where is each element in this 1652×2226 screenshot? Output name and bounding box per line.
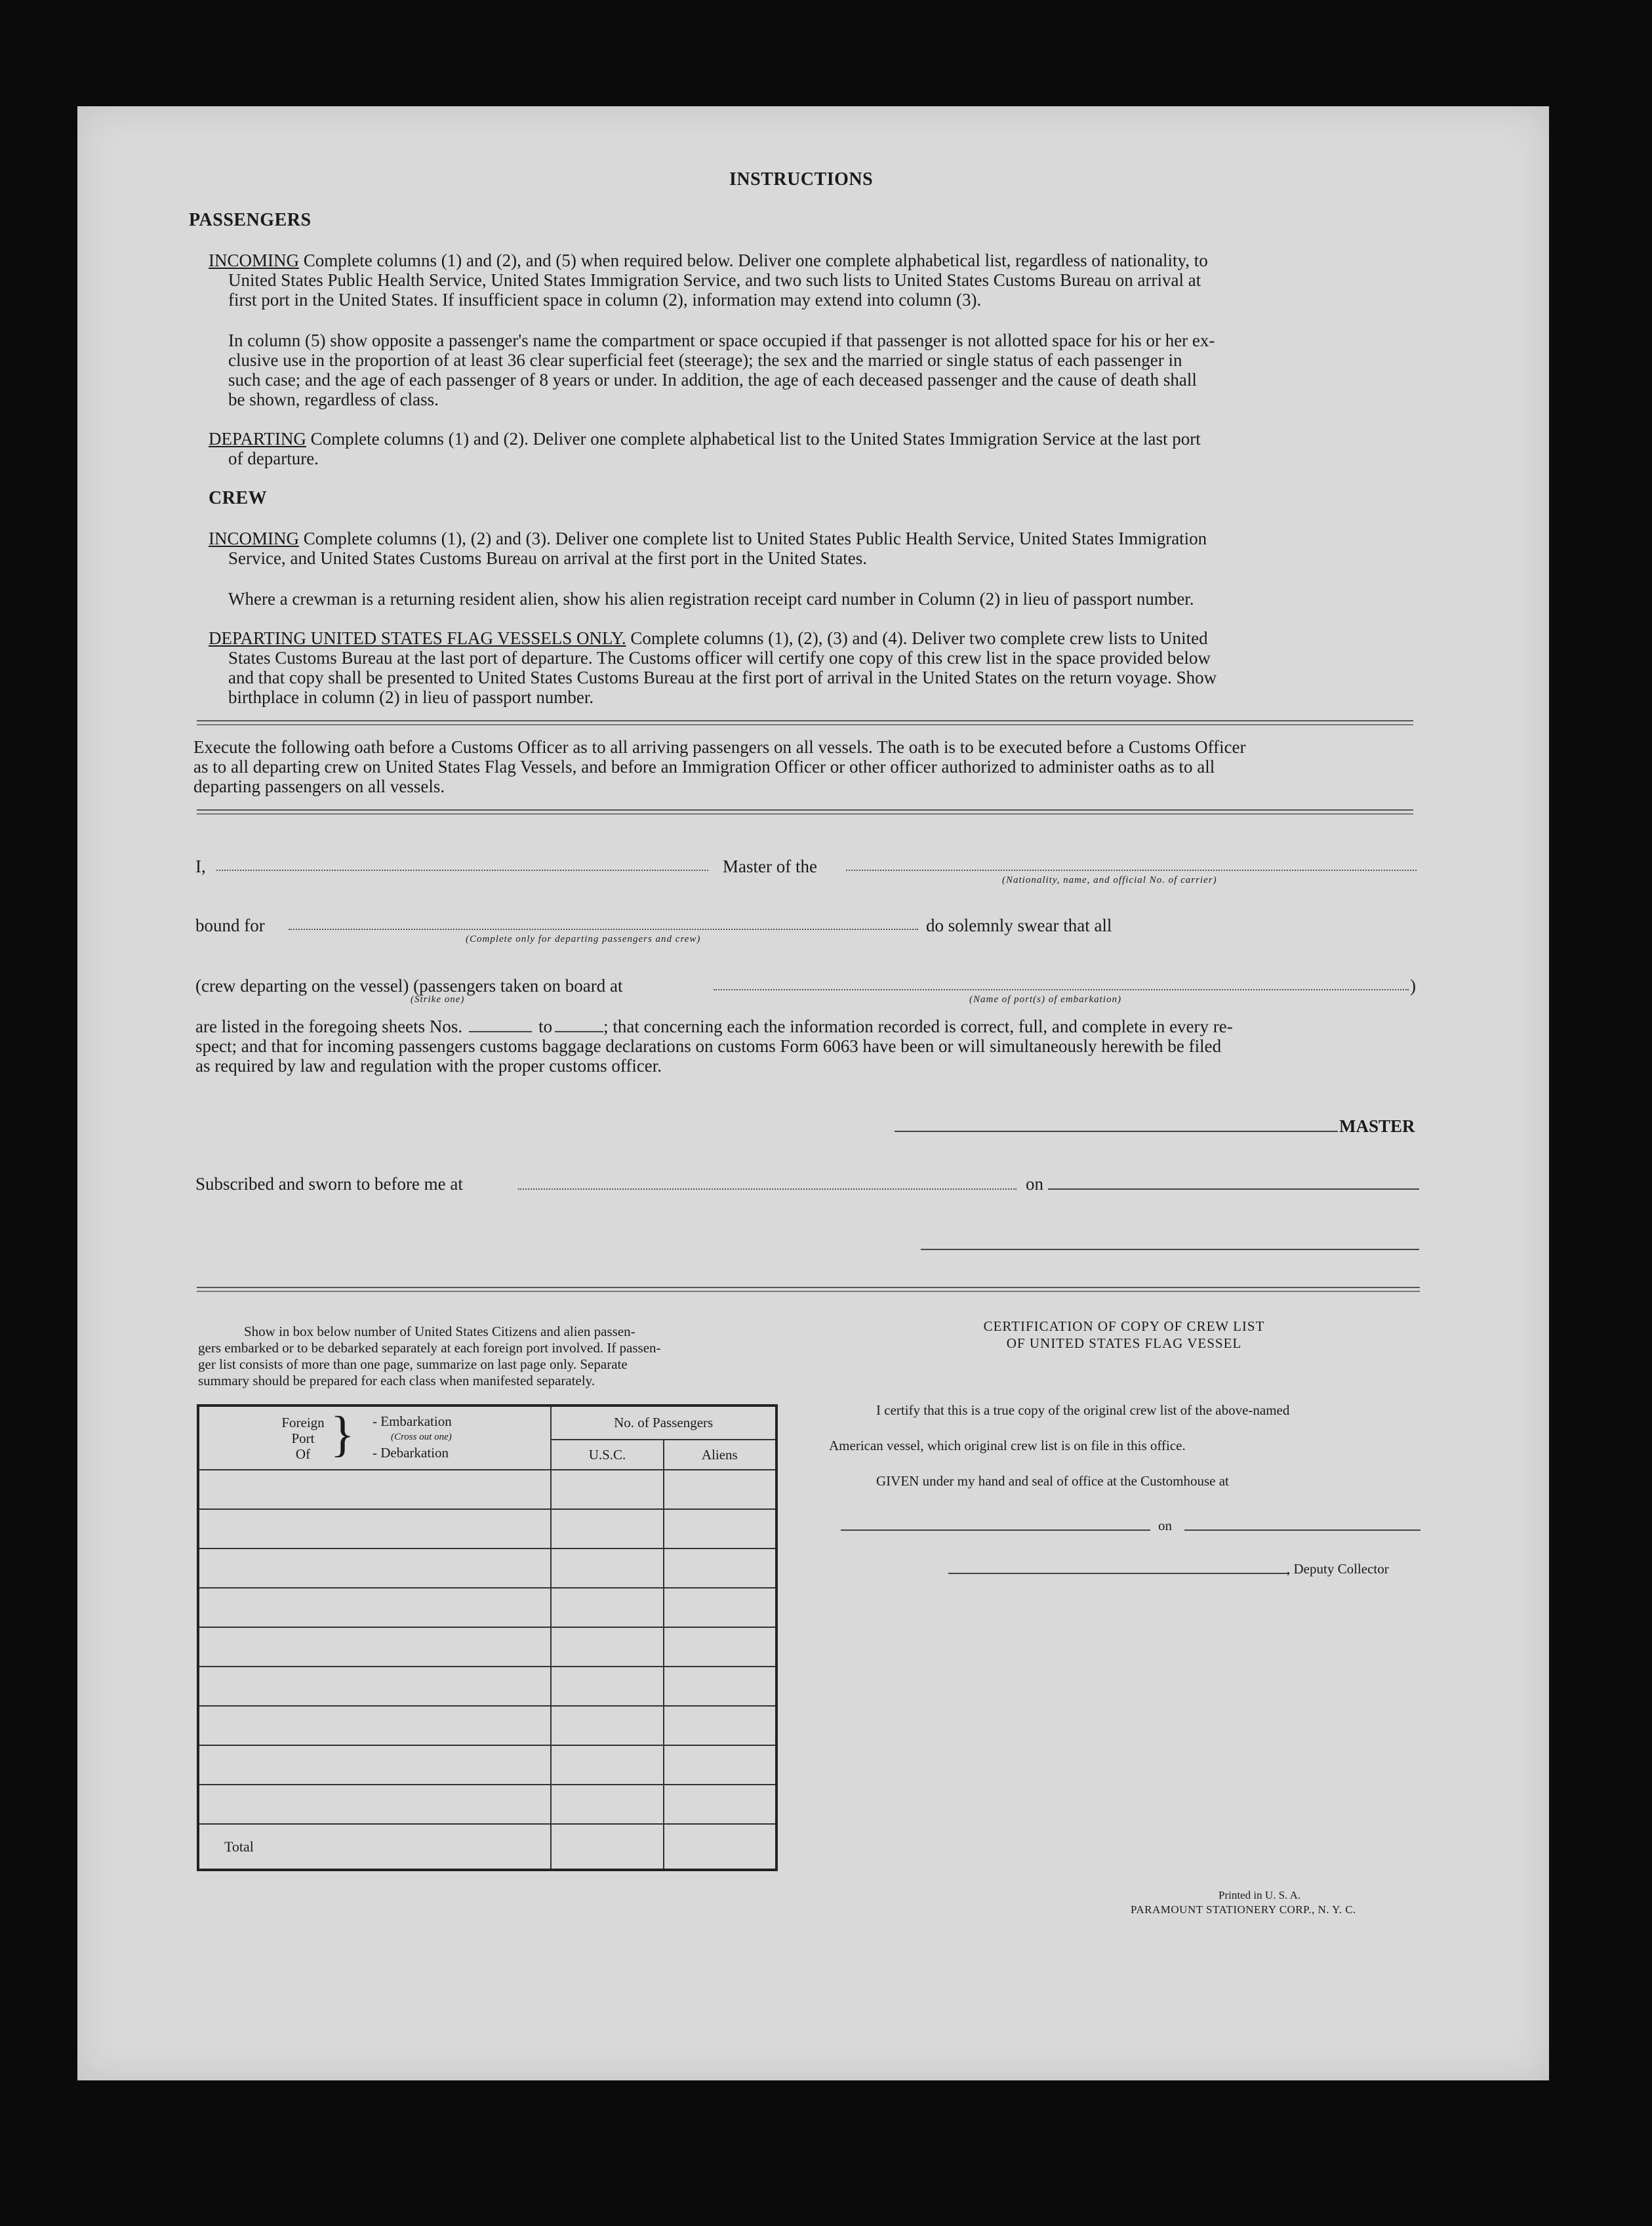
port-cell[interactable] <box>198 1627 551 1667</box>
column5-line3: such case; and the age of each passenger of 8 years or under. In addition, the age of each deceased passenger and the cause of death shall <box>228 370 1197 390</box>
divider <box>197 809 1413 815</box>
crew-departing-line1: DEPARTING UNITED STATES FLAG VESSELS ONLY. Complete columns (1), (2), (3) and (4). Deliver two complete crew lists to United <box>209 628 1208 648</box>
deputy-collector-label: , Deputy Collector <box>1287 1561 1389 1577</box>
aliens-cell[interactable] <box>664 1627 776 1667</box>
usc-cell[interactable] <box>551 1588 663 1627</box>
port-cell[interactable] <box>198 1785 551 1824</box>
ports-caption: (Name of port(s) of embarkation) <box>969 994 1121 1005</box>
usc-cell[interactable] <box>551 1745 663 1785</box>
carrier-blank[interactable] <box>846 870 1417 871</box>
instructions-title: INSTRUCTIONS <box>729 169 874 190</box>
port-cell[interactable] <box>198 1470 551 1509</box>
resident-alien-note: Where a crewman is a returning resident alien, show his alien registration receipt card number in Column (2) in lieu of passport number. <box>228 589 1194 609</box>
passengers-incoming-label: INCOMING <box>209 251 299 270</box>
passengers-incoming-line2: United States Public Health Service, United States Immigration Service, and two such lists to United States Customs Bureau on arrival at <box>228 270 1201 290</box>
usc-cell[interactable] <box>551 1667 663 1706</box>
subscribed-label: Subscribed and sworn to before me at <box>195 1174 463 1194</box>
port-cell[interactable] <box>198 1548 551 1588</box>
divider <box>197 1287 1420 1292</box>
certification-title-1: CERTIFICATION OF COPY OF CREW LIST <box>983 1318 1265 1334</box>
sheet-from-blank[interactable] <box>469 1031 532 1032</box>
embark-debark-options: - Embarkation (Cross out one) - Debarkation <box>373 1413 452 1461</box>
port-cell[interactable] <box>198 1667 551 1706</box>
oath-intro-line1: Execute the following oath before a Customs Officer as to all arriving passengers on all vessels. The oath is to be executed before a Customs Officer <box>193 737 1246 757</box>
aliens-cell[interactable] <box>664 1470 776 1509</box>
crew-incoming-line1: INCOMING Complete columns (1), (2) and (3). Deliver one complete list to United States Public Health Service, United States Immigration <box>209 529 1207 548</box>
usc-cell[interactable] <box>551 1548 663 1588</box>
officer-signature-line[interactable] <box>921 1249 1419 1250</box>
certification-date-blank[interactable] <box>1184 1529 1420 1531</box>
aliens-cell[interactable] <box>664 1548 776 1588</box>
deputy-signature-line[interactable] <box>948 1573 1289 1574</box>
port-header-cell <box>198 1406 551 1470</box>
customhouse-blank[interactable] <box>841 1529 1150 1531</box>
carrier-caption: (Nationality, name, and official No. of carrier) <box>1002 875 1217 885</box>
certification-on-label: on <box>1158 1518 1172 1533</box>
usc-cell[interactable] <box>551 1785 663 1824</box>
solemnly-swear: do solemnly swear that all <box>926 916 1112 935</box>
strike-one-caption: (Strike one) <box>411 994 465 1005</box>
passengers-departing-line1: DEPARTING Complete columns (1) and (2). Deliver one complete alphabetical list to the United States Immigration Service at the last port <box>209 429 1201 449</box>
passenger-summary-table <box>197 1404 778 1871</box>
divider <box>197 720 1413 725</box>
aliens-header: Aliens <box>664 1440 776 1470</box>
brace-glyph: } <box>331 1407 355 1462</box>
embarkation-ports-blank[interactable] <box>714 989 1409 990</box>
summary-line2: gers embarked or to be debarked separately at each foreign port involved. If passen- <box>198 1340 661 1356</box>
foreign-port-of: Foreign Port Of <box>281 1415 325 1462</box>
no-of-passengers-header: No. of Passengers <box>551 1406 776 1440</box>
master-of-the-label: Master of the <box>723 857 817 876</box>
port-cell[interactable] <box>198 1588 551 1627</box>
aliens-cell[interactable] <box>664 1785 776 1824</box>
certification-text-1: I certify that this is a true copy of the original crew list of the above-named <box>876 1402 1290 1418</box>
crew-incoming-label: INCOMING <box>209 529 299 548</box>
aliens-cell[interactable] <box>664 1667 776 1706</box>
aliens-cell[interactable] <box>664 1706 776 1745</box>
passengers-heading: PASSENGERS <box>189 210 312 230</box>
usc-cell[interactable] <box>551 1509 663 1548</box>
crew-departing-clause: (crew departing on the vessel) (passengers taken on board at <box>195 976 623 996</box>
summary-line3: ger list consists of more than one page, summarize on last page only. Separate <box>198 1356 628 1372</box>
summary-line4: summary should be prepared for each class when manifested separately. <box>198 1373 595 1388</box>
usc-cell[interactable] <box>551 1470 663 1509</box>
passengers-incoming-line1: INCOMING Complete columns (1) and (2), and (5) when required below. Deliver one complete alphabetical list, regardless of nationality, to <box>209 251 1208 270</box>
port-cell[interactable] <box>198 1745 551 1785</box>
total-label: Total <box>198 1824 551 1870</box>
usc-total-cell[interactable] <box>551 1824 663 1870</box>
certification-title-2: OF UNITED STATES FLAG VESSEL <box>1006 1335 1242 1351</box>
bound-for-caption: (Complete only for departing passengers and crew) <box>466 934 701 944</box>
usc-cell[interactable] <box>551 1706 663 1745</box>
listed-line2: spect; and that for incoming passengers customs baggage declarations on customs Form 6063 have been or will simultaneously herewith be filed <box>195 1036 1222 1056</box>
port-cell[interactable] <box>198 1706 551 1745</box>
column5-line2: clusive use in the proportion of at least 36 clear superficial feet (steerage); the sex and the married or single status of each passenger in <box>228 350 1182 370</box>
column5-line4: be shown, regardless of class. <box>228 390 439 409</box>
listed-line3: as required by law and regulation with the proper customs officer. <box>195 1056 662 1076</box>
listed-line1: are listed in the foregoing sheets Nos. to ; that concerning each the information recorded is correct, full, and complete in every re- <box>195 1017 1233 1036</box>
summary-line1: Show in box below number of United States Citizens and alien passen- <box>244 1324 635 1339</box>
master-name-blank[interactable] <box>216 870 708 871</box>
passengers-incoming-line3: first port in the United States. If insufficient space in column (2), information may extend into column (3). <box>228 290 982 310</box>
aliens-cell[interactable] <box>664 1588 776 1627</box>
crew-incoming-line2: Service, and United States Customs Bureau on arrival at the first port in the United States. <box>228 548 868 568</box>
crew-departing-label: DEPARTING UNITED STATES FLAG VESSELS ONLY. <box>209 628 626 648</box>
sworn-place-blank[interactable] <box>518 1188 1017 1190</box>
bound-for-blank[interactable] <box>289 929 918 930</box>
master-label: MASTER <box>1339 1116 1415 1136</box>
passengers-departing-line2: of departure. <box>228 449 319 468</box>
port-cell[interactable] <box>198 1509 551 1548</box>
crew-departing-line3: and that copy shall be presented to United States Customs Bureau at the first port of arrival in the United States on the return voyage. Show <box>228 668 1217 687</box>
printer-name: PARAMOUNT STATIONERY CORP., N. Y. C. <box>1131 1903 1356 1916</box>
sworn-on-label: on <box>1026 1174 1043 1194</box>
sworn-date-line[interactable] <box>1048 1188 1419 1190</box>
certification-text-2: American vessel, which original crew list is on file in this office. <box>829 1438 1186 1453</box>
aliens-cell[interactable] <box>664 1745 776 1785</box>
bound-for-label: bound for <box>195 916 265 935</box>
column5-line1: In column (5) show opposite a passenger's name the compartment or space occupied if that passenger is not allotted space for his or her ex- <box>228 331 1215 350</box>
usc-cell[interactable] <box>551 1627 663 1667</box>
oath-i: I, <box>195 857 206 876</box>
crew-departing-line4: birthplace in column (2) in lieu of passport number. <box>228 687 594 707</box>
crew-departing-line2: States Customs Bureau at the last port of departure. The Customs officer will certify one copy of this crew list in the space provided below <box>228 648 1211 668</box>
usc-header: U.S.C. <box>551 1440 663 1470</box>
close-paren: ) <box>1410 976 1416 996</box>
aliens-cell[interactable] <box>664 1509 776 1548</box>
passengers-departing-label: DEPARTING <box>209 429 306 449</box>
printed-in-usa: Printed in U. S. A. <box>1219 1889 1301 1901</box>
sheet-to-blank[interactable] <box>555 1031 603 1032</box>
crew-heading: CREW <box>209 488 268 508</box>
oath-intro-line3: departing passengers on all vessels. <box>193 777 445 796</box>
certification-text-3: GIVEN under my hand and seal of office at the Customhouse at <box>876 1473 1229 1489</box>
aliens-total-cell[interactable] <box>664 1824 776 1870</box>
oath-intro-line2: as to all departing crew on United States Flag Vessels, and before an Immigration Officer or other officer authorized to administer oaths as to all <box>193 757 1215 777</box>
master-signature-line[interactable] <box>895 1131 1338 1132</box>
